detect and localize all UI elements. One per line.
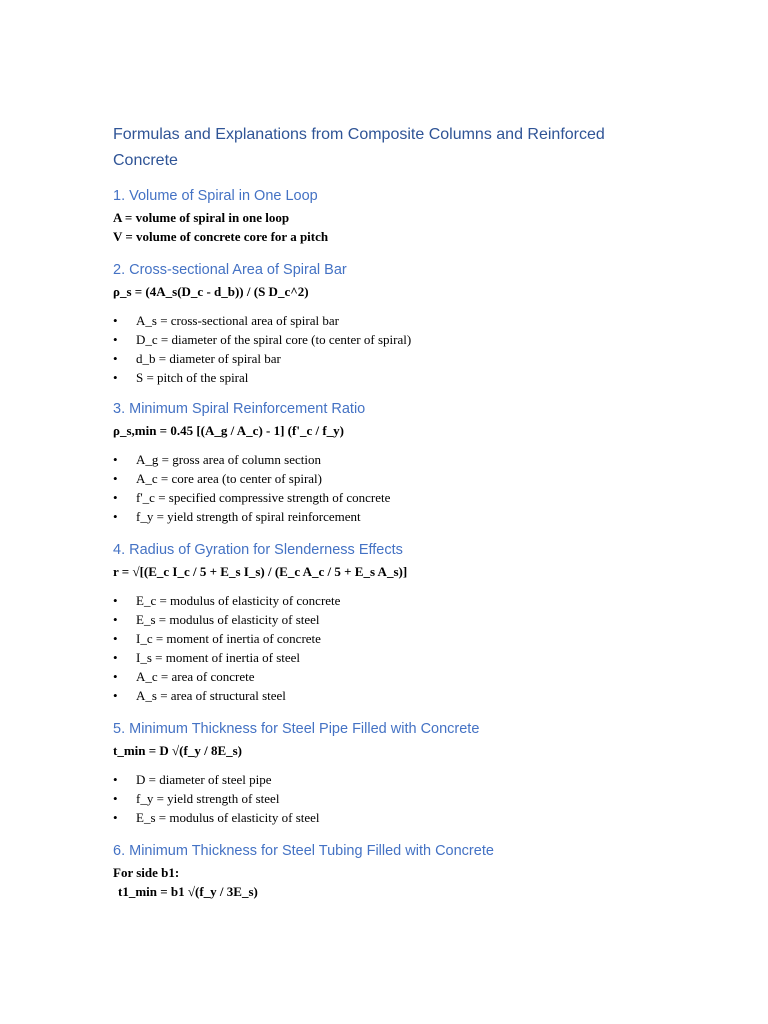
- document-title: Formulas and Explanations from Composite Columns and Reinforced Concrete: [113, 126, 605, 169]
- list-item: [113, 591, 673, 610]
- bullet-icon: •: [113, 332, 118, 347]
- list-item: [113, 629, 673, 648]
- list-item-text: f'_c = specified compressive strength of concrete: [136, 490, 391, 505]
- bullet-icon: •: [113, 370, 118, 385]
- list-item-text: A_g = gross area of column section: [136, 452, 321, 467]
- side-label: For side b1:: [113, 865, 180, 880]
- bullet-icon: •: [113, 612, 118, 627]
- section-radius-of-gyration: [113, 540, 673, 705]
- list-item-text: E_s = modulus of elasticity of steel: [136, 612, 320, 627]
- section-cross-sectional-area: [113, 260, 673, 387]
- list-item: [113, 450, 673, 469]
- list-item-text: E_s = modulus of elasticity of steel: [136, 810, 320, 825]
- formula: r = √[(E_c I_c / 5 + E_s I_s) / (E_c A_c / 5 + E_s A_s)]: [113, 564, 408, 579]
- list-item: [113, 488, 673, 507]
- list-item: [113, 789, 673, 808]
- bullet-icon: •: [113, 650, 118, 665]
- section-heading: 2. Cross-sectional Area of Spiral Bar: [113, 262, 347, 278]
- bullet-icon: •: [113, 631, 118, 646]
- bullet-icon: •: [113, 452, 118, 467]
- section-volume-of-spiral: [113, 186, 673, 246]
- bullet-icon: •: [113, 791, 118, 806]
- bullet-icon: •: [113, 593, 118, 608]
- formula: t_min = D √(f_y / 8E_s): [113, 743, 243, 758]
- section-heading: 1. Volume of Spiral in One Loop: [113, 188, 318, 204]
- section-steel-tubing-thickness: [113, 841, 673, 901]
- list-item: [113, 330, 673, 349]
- section-heading: 4. Radius of Gyration for Slenderness Effects: [113, 542, 403, 558]
- formula: t1_min = b1 √(f_y / 3E_s): [118, 884, 258, 899]
- bullet-icon: •: [113, 669, 118, 684]
- variable-list: [113, 770, 673, 827]
- formula: ρ_s = (4A_s(D_c - d_b)) / (S D_c^2): [113, 284, 309, 299]
- list-item: [113, 349, 673, 368]
- list-item: [113, 648, 673, 667]
- document-page: [113, 122, 673, 913]
- list-item-text: A_c = area of concrete: [136, 669, 255, 684]
- list-item-text: S = pitch of the spiral: [136, 370, 249, 385]
- variable-list: [113, 311, 673, 387]
- definition-line: V = volume of concrete core for a pitch: [113, 229, 329, 244]
- list-item-text: f_y = yield strength of spiral reinforcement: [136, 509, 361, 524]
- formula: ρ_s,min = 0.45 [(A_g / A_c) - 1] (f'_c / f_y): [113, 423, 344, 438]
- list-item: [113, 368, 673, 387]
- bullet-icon: •: [113, 509, 118, 524]
- list-item: [113, 770, 673, 789]
- bullet-icon: •: [113, 313, 118, 328]
- list-item: [113, 808, 673, 827]
- bullet-icon: •: [113, 810, 118, 825]
- variable-list: [113, 450, 673, 526]
- list-item: [113, 469, 673, 488]
- list-item-text: A_s = area of structural steel: [136, 688, 286, 703]
- definition-line: A = volume of spiral in one loop: [113, 210, 290, 225]
- list-item-text: f_y = yield strength of steel: [136, 791, 280, 806]
- list-item: [113, 686, 673, 705]
- section-heading: 6. Minimum Thickness for Steel Tubing Filled with Concrete: [113, 843, 494, 859]
- bullet-icon: •: [113, 772, 118, 787]
- list-item-text: D_c = diameter of the spiral core (to center of spiral): [136, 332, 412, 347]
- list-item-text: I_c = moment of inertia of concrete: [136, 631, 321, 646]
- list-item: [113, 507, 673, 526]
- list-item-text: A_c = core area (to center of spiral): [136, 471, 322, 486]
- list-item: [113, 610, 673, 629]
- list-item-text: d_b = diameter of spiral bar: [136, 351, 281, 366]
- list-item-text: D = diameter of steel pipe: [136, 772, 272, 787]
- bullet-icon: •: [113, 688, 118, 703]
- bullet-icon: •: [113, 490, 118, 505]
- section-minimum-spiral-ratio: [113, 399, 673, 526]
- section-steel-pipe-thickness: [113, 719, 673, 827]
- list-item-text: A_s = cross-sectional area of spiral bar: [136, 313, 339, 328]
- list-item-text: E_c = modulus of elasticity of concrete: [136, 593, 341, 608]
- list-item-text: I_s = moment of inertia of steel: [136, 650, 301, 665]
- section-heading: 3. Minimum Spiral Reinforcement Ratio: [113, 401, 366, 417]
- list-item: [113, 667, 673, 686]
- bullet-icon: •: [113, 471, 118, 486]
- section-heading: 5. Minimum Thickness for Steel Pipe Filled with Concrete: [113, 721, 480, 737]
- bullet-icon: •: [113, 351, 118, 366]
- list-item: [113, 311, 673, 330]
- variable-list: [113, 591, 673, 705]
